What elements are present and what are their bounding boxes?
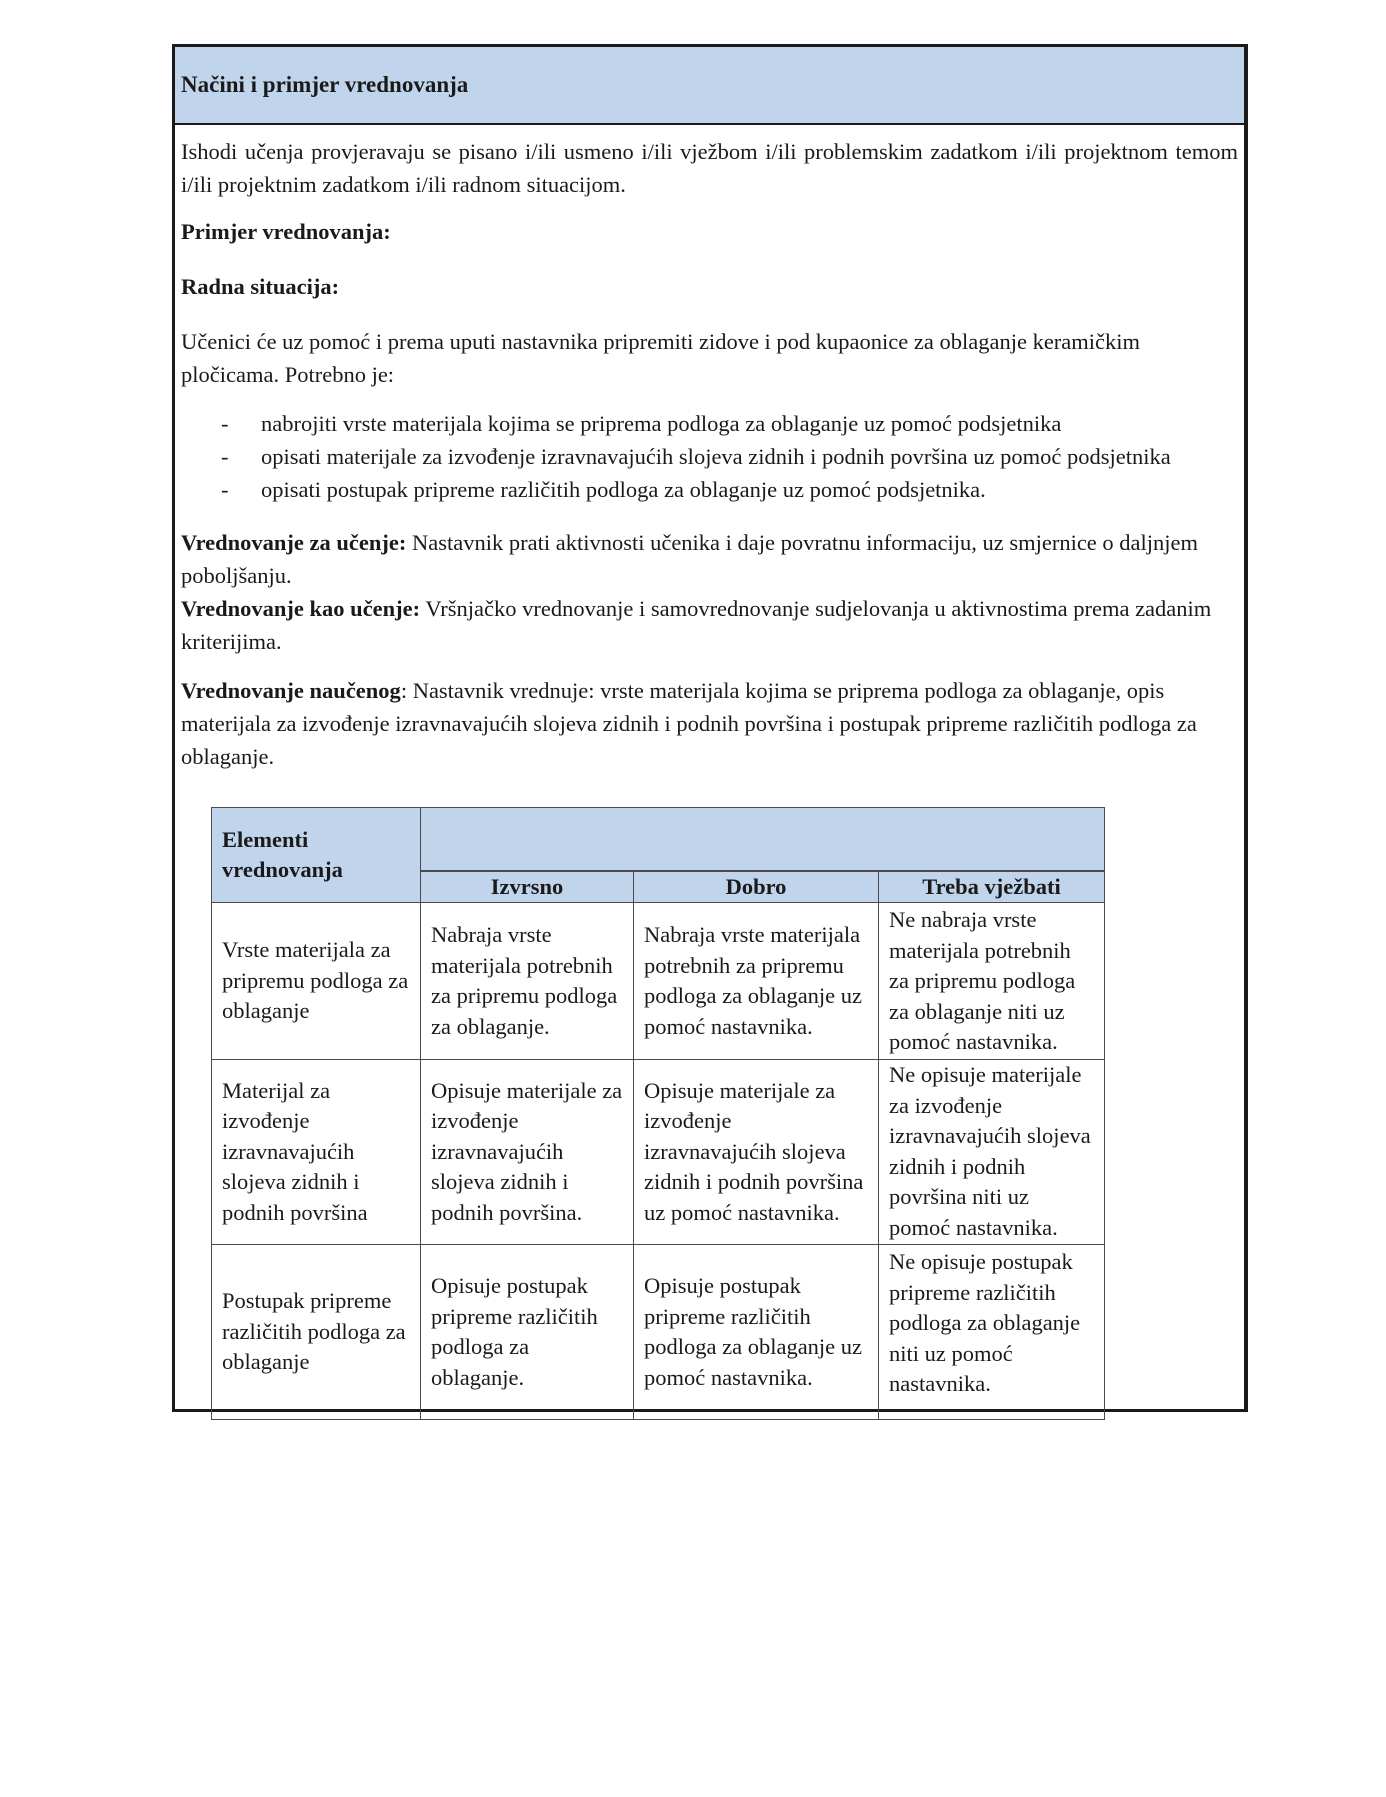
level-header-needs-practice: Treba vježbati [879, 871, 1105, 903]
for-learning-text: Nastavnik prati aktivnosti učenika i daje povratnu informaciju, uz smjernice o daljnjem poboljšanju. [181, 530, 1199, 588]
rubric-excellent-cell: Opisuje materijale za izvođenje izravnavajućih slojeva zidnih i podnih površina. [421, 1060, 634, 1245]
levels-header-band [421, 808, 1105, 872]
rubric-element-cell: Postupak pripreme različitih podloga za oblaganje [212, 1245, 421, 1420]
situation-text: Učenici će uz pomoć i prema uputi nastavnika pripremiti zidove i pod kupaonice za oblaganje keramičkim pločicama. Potrebno je: [181, 329, 1141, 387]
level-header-excellent: Izvrsno [421, 871, 634, 903]
rubric-needs-practice-cell: Ne opisuje materijale za izvođenje izravnavajućih slojeva zidnih i podnih površina niti uz pomoć nastavnika. [879, 1060, 1105, 1245]
intro-paragraph: Ishodi učenja provjeravaju se pisano i/ili usmeno i/ili vježbom i/ili problemskim zadatkom i/ili projektnom temom i/ili projektnim zadatkom i/ili radnom situacijom. [181, 139, 1238, 197]
rubric-good-cell: Opisuje postupak pripreme različitih podloga za oblaganje uz pomoć nastavnika. [634, 1245, 879, 1420]
rubric-excellent-cell: Opisuje postupak pripreme različitih podloga za oblaganje. [421, 1245, 634, 1420]
dash-bullet: - [221, 411, 229, 436]
rubric-needs-practice-cell: Ne opisuje postupak pripreme različitih podloga za oblaganje niti uz pomoć nastavnika. [879, 1245, 1105, 1420]
table-row [212, 1060, 1105, 1245]
as-learning-paragraph [181, 592, 1238, 658]
list-item [181, 440, 1238, 473]
dash-bullet: - [221, 477, 229, 502]
rubric-table [211, 807, 1105, 1420]
assessment-section-frame [172, 44, 1248, 1412]
task-text: opisati materijale za izvođenje izravnavajućih slojeva zidnih i podnih površina uz pomoć podsjetnika [261, 444, 1171, 469]
assessment-block [181, 526, 1238, 658]
rubric-needs-practice-cell: Ne nabraja vrste materijala potrebnih za pripremu podloga za oblaganje niti uz pomoć nastavnika. [879, 903, 1105, 1060]
list-item [181, 407, 1238, 440]
list-item [181, 473, 1238, 506]
section-title: Načini i primjer vrednovanja [175, 47, 1244, 125]
of-learning-text: : Nastavnik vrednuje: vrste materijala kojima se priprema podloga za oblaganje, opis materijala za izvođenje izravnavajućih slojeva zidnih i podnih površina i postupak pripreme različitih podloga za oblaganje. [181, 678, 1197, 769]
as-learning-text: Vršnjačko vrednovanje i samovrednovanje sudjelovanja u aktivnostima prema zadanim kriterijima. [181, 596, 1212, 654]
rubric-element-cell: Materijal za izvođenje izravnavajućih slojeva zidnih i podnih površina [212, 1060, 421, 1245]
situation-heading: Radna situacija: [181, 274, 340, 299]
elements-header: Elementi vrednovanja [212, 808, 421, 903]
rubric-good-cell: Opisuje materijale za izvođenje izravnavajućih slojeva zidnih i podnih površina uz pomoć nastavnika. [634, 1060, 879, 1245]
section-content [175, 125, 1244, 773]
of-learning-paragraph [181, 674, 1238, 773]
rubric-element-cell: Vrste materijala za pripremu podloga za oblaganje [212, 903, 421, 1060]
task-list [181, 407, 1238, 506]
rubric-excellent-cell: Nabraja vrste materijala potrebnih za pripremu podloga za oblaganje. [421, 903, 634, 1060]
level-header-good: Dobro [634, 871, 879, 903]
table-row [212, 903, 1105, 1060]
of-learning-label: Vrednovanje naučenog [181, 678, 401, 703]
dash-bullet: - [221, 444, 229, 469]
rubric-table-wrapper [211, 807, 1105, 1420]
rubric-good-cell: Nabraja vrste materijala potrebnih za pripremu podloga za oblaganje uz pomoć nastavnika. [634, 903, 879, 1060]
for-learning-paragraph [181, 526, 1238, 592]
for-learning-label: Vrednovanje za učenje: [181, 530, 407, 555]
example-heading: Primjer vrednovanja: [181, 219, 391, 244]
table-row [212, 1245, 1105, 1420]
rubric-header-row [212, 808, 1105, 872]
task-text: opisati postupak pripreme različitih podloga za oblaganje uz pomoć podsjetnika. [261, 477, 986, 502]
as-learning-label: Vrednovanje kao učenje: [181, 596, 421, 621]
task-text: nabrojiti vrste materijala kojima se priprema podloga za oblaganje uz pomoć podsjetnika [261, 411, 1062, 436]
